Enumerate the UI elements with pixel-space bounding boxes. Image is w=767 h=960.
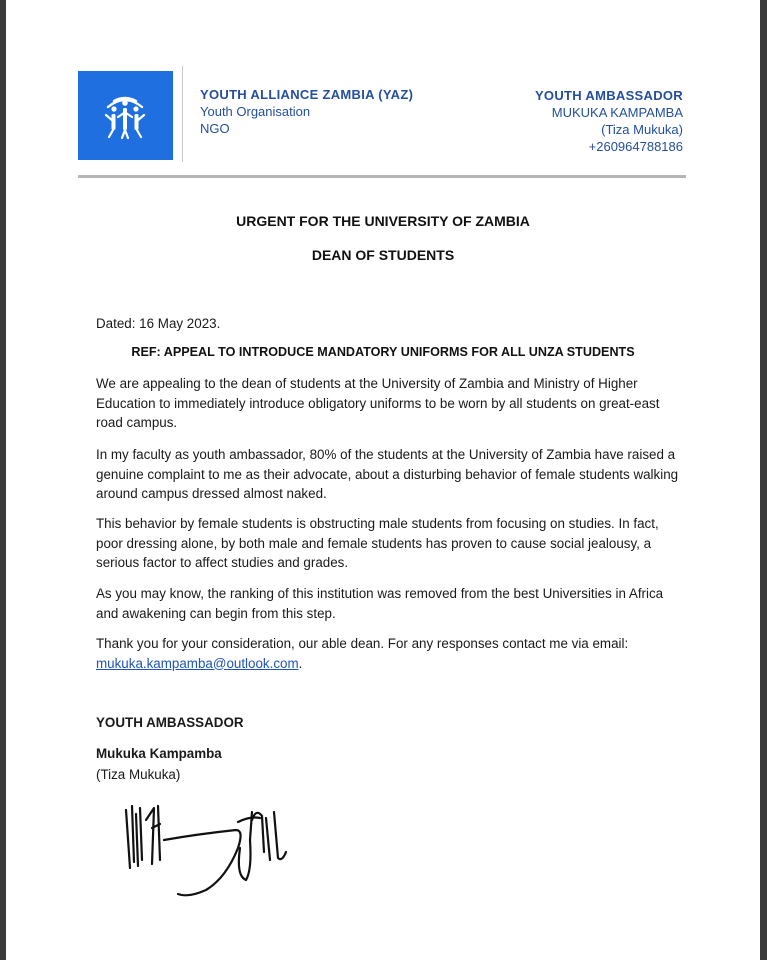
sender-phone: +260964788186 (588, 139, 683, 154)
paragraph-text: We are appealing to the dean of students at the University of Zambia and Ministry of Higher Education to immediately introduce obligatory uniforms to be worn by all students on great-east road campus. (96, 376, 660, 430)
sender-title: YOUTH AMBASSADOR (534, 88, 683, 103)
org-type: Youth Organisation (200, 104, 311, 119)
sender-alias: (Tiza Mukuka) (601, 122, 683, 137)
paragraph (96, 514, 686, 573)
org-name: YOUTH ALLIANCE ZAMBIA (YAZ) (200, 87, 414, 102)
closing-paragraph (96, 634, 686, 673)
paragraph (96, 445, 686, 504)
youth-figures-logo-icon (78, 71, 173, 160)
contact-email-link[interactable]: mukuka.kampamba@outlook.com (96, 655, 299, 671)
organization-info (200, 86, 413, 137)
closing-text (96, 634, 686, 673)
sender-info (535, 87, 683, 155)
header-divider (182, 66, 183, 162)
recipient-line-2: DEAN OF STUDENTS (311, 247, 455, 263)
recipient-line-1: URGENT FOR THE UNIVERSITY OF ZAMBIA (236, 213, 530, 229)
youth-alliance-logo (78, 71, 173, 160)
header-rule (78, 175, 686, 178)
closing-sentence: Thank you for your consideration, our able dean. For any responses contact me via email: (96, 636, 629, 651)
paragraph (96, 374, 686, 433)
signoff-name: Mukuka Kampamba (96, 746, 222, 761)
letter-date: Dated: 16 May 2023. (96, 316, 221, 331)
email-period: . (298, 655, 303, 671)
org-category: NGO (200, 121, 230, 136)
paragraph-text: In my faculty as youth ambassador, 80% of the students at the University of Zambia have raised a genuine complaint to me as their advocate, about a disturbing behavior of female students walking around campus dressed almost naked. (96, 447, 679, 501)
paragraph-text: As you may know, the ranking of this institution was removed from the best Universities in Africa and awakening can begin from this step. (96, 586, 664, 621)
signoff-title: YOUTH AMBASSADOR (96, 715, 244, 730)
signoff-alias: (Tiza Mukuka) (96, 767, 181, 782)
sender-name: MUKUKA KAMPAMBA (551, 105, 683, 120)
paragraph-text: This behavior by female students is obstructing male students from focusing on studies. In fact, poor dressing alone, by both male and female students has proven to cause social jealousy, a serious factor to affect studies and grades. (96, 516, 659, 570)
paragraph (96, 584, 686, 623)
handwritten-signature (118, 800, 318, 900)
letter-reference: REF: APPEAL TO INTRODUCE MANDATORY UNIFORMS FOR ALL UNZA STUDENTS (131, 345, 635, 359)
letter-page (6, 0, 760, 960)
